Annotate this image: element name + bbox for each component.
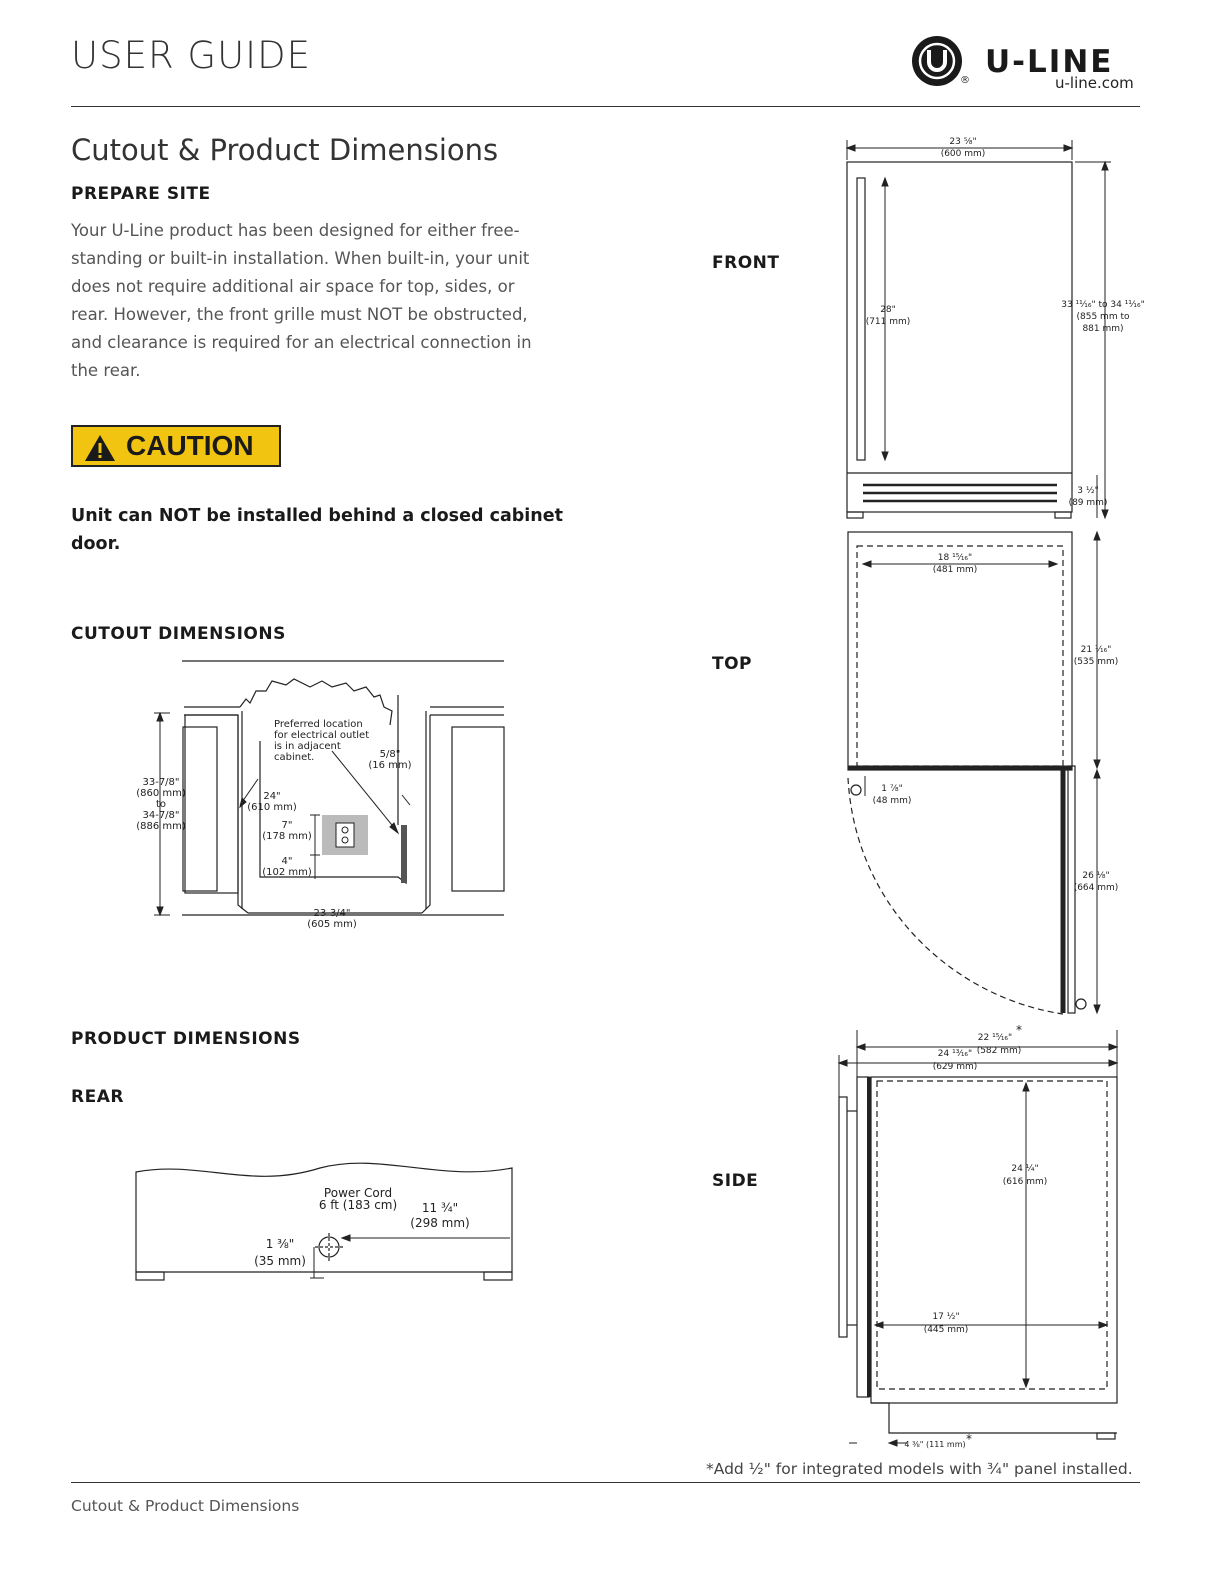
prepare-site-heading: PREPARE SITE bbox=[71, 184, 211, 204]
side-interior-height-label: 24 ¼" (616 mm) bbox=[1002, 1164, 1048, 1187]
prepare-site-text: Your U-Line product has been designed for either free-standing or built-in installation. When built-in, your unit does not require additional air space for top, sides, or rear. However, the front grille must NOT be obstructed, and clearance is required for an electrical connection in the rear. bbox=[71, 221, 532, 380]
side-depth-a-asterisk: * bbox=[1016, 1023, 1022, 1037]
top-depth-label: 21 ¹⁄₁₆" (535 mm) bbox=[1073, 645, 1119, 667]
footer-divider bbox=[71, 1482, 1140, 1483]
top-inner-width-label: 18 ¹⁵⁄₁₆" (481 mm) bbox=[932, 553, 978, 575]
guide-title: USER GUIDE bbox=[71, 34, 311, 77]
rear-diagram bbox=[130, 1160, 520, 1290]
cutout-diagram bbox=[130, 655, 510, 935]
front-grille-label: 3 ½" (89 mm) bbox=[1068, 486, 1108, 508]
side-view-diagram bbox=[835, 1025, 1125, 1453]
cutout-height-label: 33-7/8" (860 mm) to 34-7/8" (886 mm) bbox=[136, 777, 186, 832]
side-toe-kick-asterisk: * bbox=[966, 1432, 972, 1446]
side-gap-label: 5/8" (16 mm) bbox=[368, 749, 412, 771]
cord-height-label: 1 ⅜" (35 mm) bbox=[254, 1237, 306, 1268]
outlet-height-label: 7" (178 mm) bbox=[262, 820, 312, 842]
side-interior-depth-label: 17 ½" (445 mm) bbox=[923, 1312, 969, 1335]
top-view-diagram bbox=[835, 528, 1125, 1023]
side-view-label: SIDE bbox=[712, 1171, 759, 1191]
product-dimensions-heading: PRODUCT DIMENSIONS bbox=[71, 1029, 301, 1049]
front-view-diagram bbox=[835, 130, 1145, 525]
power-cord-label: Power Cord 6 ft (183 cm) bbox=[318, 1186, 398, 1212]
brand-logo-icon bbox=[910, 34, 964, 88]
warning-text: Unit can NOT be installed behind a closed cabinet door. bbox=[71, 506, 563, 554]
front-width-label: 23 ⅝" (600 mm) bbox=[940, 137, 986, 159]
cord-offset-label: 11 ¾" (298 mm) bbox=[410, 1201, 470, 1230]
registered-mark: ® bbox=[960, 75, 970, 86]
cutout-depth-label: 24" (610 mm) bbox=[247, 791, 297, 813]
footer-label: Cutout & Product Dimensions bbox=[71, 1497, 300, 1515]
top-handle-depth-label: 1 ⅞" (48 mm) bbox=[872, 784, 912, 806]
top-door-swing-label: 26 ⅛" (664 mm) bbox=[1073, 871, 1119, 893]
side-depth-b-label: 24 ¹³⁄₁₆" (629 mm) bbox=[932, 1049, 978, 1072]
cutout-heading: CUTOUT DIMENSIONS bbox=[71, 624, 286, 644]
cutout-width-label: 23-3/4" (605 mm) bbox=[307, 908, 357, 930]
caution-label: CAUTION bbox=[126, 430, 254, 461]
top-view-label: TOP bbox=[712, 654, 753, 674]
front-handle-label: 28" (711 mm) bbox=[865, 305, 911, 327]
side-depth-a-label: 22 ¹⁵⁄₁₆" (582 mm) bbox=[976, 1033, 1022, 1056]
footnote: *Add ½" for integrated models with ¾" panel installed. bbox=[706, 1460, 1133, 1478]
outlet-note: Preferred location for electrical outlet is in adjacent cabinet. bbox=[274, 719, 370, 763]
warning-triangle-icon bbox=[83, 433, 117, 463]
outlet-floor-label: 4" (102 mm) bbox=[262, 856, 312, 878]
front-view-label: FRONT bbox=[712, 253, 780, 273]
caution-banner bbox=[71, 425, 281, 467]
brand-url[interactable]: u-line.com bbox=[1055, 74, 1134, 92]
section-title: Cutout & Product Dimensions bbox=[71, 133, 499, 167]
rear-heading: REAR bbox=[71, 1087, 124, 1107]
header-divider bbox=[71, 106, 1140, 107]
front-height-label: 33 ¹¹⁄₁₆" to 34 ¹¹⁄₁₆" (855 mm to 881 mm) bbox=[1061, 300, 1145, 334]
brand-name: U-LINE bbox=[985, 44, 1114, 80]
side-toe-kick-label: 4 ⅜" (111 mm) bbox=[904, 1440, 966, 1449]
